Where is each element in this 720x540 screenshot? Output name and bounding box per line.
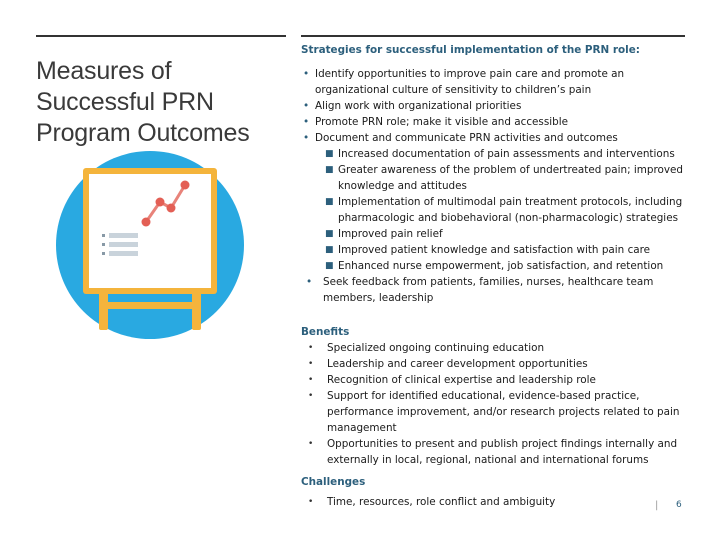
footer-separator: | [655, 500, 659, 511]
strategies-list [301, 66, 696, 306]
list-item: • Support for identified educational, evidence-based practice, performance improvement, and/or research projects related to pain management [308, 390, 680, 434]
list-item: • Recognition of clinical expertise and leadership role [308, 374, 596, 386]
sub-list-item: ■ Enhanced nurse empowerment, job satisfaction, and retention [325, 260, 664, 272]
list-item: • Align work with organizational priorities [303, 100, 522, 112]
list-item: • Identify opportunities to improve pain care and promote an organizational culture of sensitivity to children’s pain [303, 68, 625, 96]
list-item: • Specialized ongoing continuing education [308, 342, 545, 354]
text-line [102, 234, 105, 237]
chart-point [156, 198, 165, 207]
text-line [102, 243, 105, 246]
challenges-section [301, 474, 696, 510]
right-top-rule [301, 35, 685, 37]
benefits-section [301, 324, 696, 468]
challenges-heading: Challenges [301, 476, 366, 488]
sub-list-item: ■ Increased documentation of pain assessments and interventions [325, 148, 675, 160]
text-line [109, 233, 138, 238]
list-item: • Document and communicate PRN activities and outcomes [303, 132, 618, 144]
chart-point [181, 181, 190, 190]
sub-list-item: ■ Implementation of multimodal pain treatment protocols, including pharmacologic and biobehavioral (non-pharmacologic) strategies [325, 196, 683, 224]
sub-list-item: ■ Greater awareness of the problem of undertreated pain; improved knowledge and attitudes [325, 164, 684, 192]
chart-point [142, 218, 151, 227]
chart-point [167, 204, 176, 213]
text-line [102, 252, 105, 255]
text-line [109, 251, 138, 256]
list-item: • Promote PRN role; make it visible and accessible [303, 116, 569, 128]
list-item: • Time, resources, role conflict and ambiguity [308, 496, 556, 508]
easel-crossbar [99, 302, 201, 309]
list-item: • Seek feedback from patients, families, nurses, healthcare team members, leadership [306, 276, 654, 304]
left-top-rule [36, 35, 286, 37]
board-surface [89, 174, 211, 288]
sub-list-item: ■ Improved patient knowledge and satisfaction with pain care [325, 244, 651, 256]
text-line [109, 242, 138, 247]
presentation-board-chart-icon [55, 150, 245, 340]
list-item: • Opportunities to present and publish project findings internally and externally in local, regional, national and international forums [308, 438, 678, 466]
sub-list-item: ■ Improved pain relief [325, 228, 443, 240]
strategies-heading: Strategies for successful implementation of the PRN role: [301, 44, 640, 56]
list-item: • Leadership and career development opportunities [308, 358, 588, 370]
benefits-heading: Benefits [301, 326, 350, 338]
page-number: 6 [676, 500, 682, 510]
slide-title: Measures of Successful PRN Program Outcomes [36, 57, 250, 147]
